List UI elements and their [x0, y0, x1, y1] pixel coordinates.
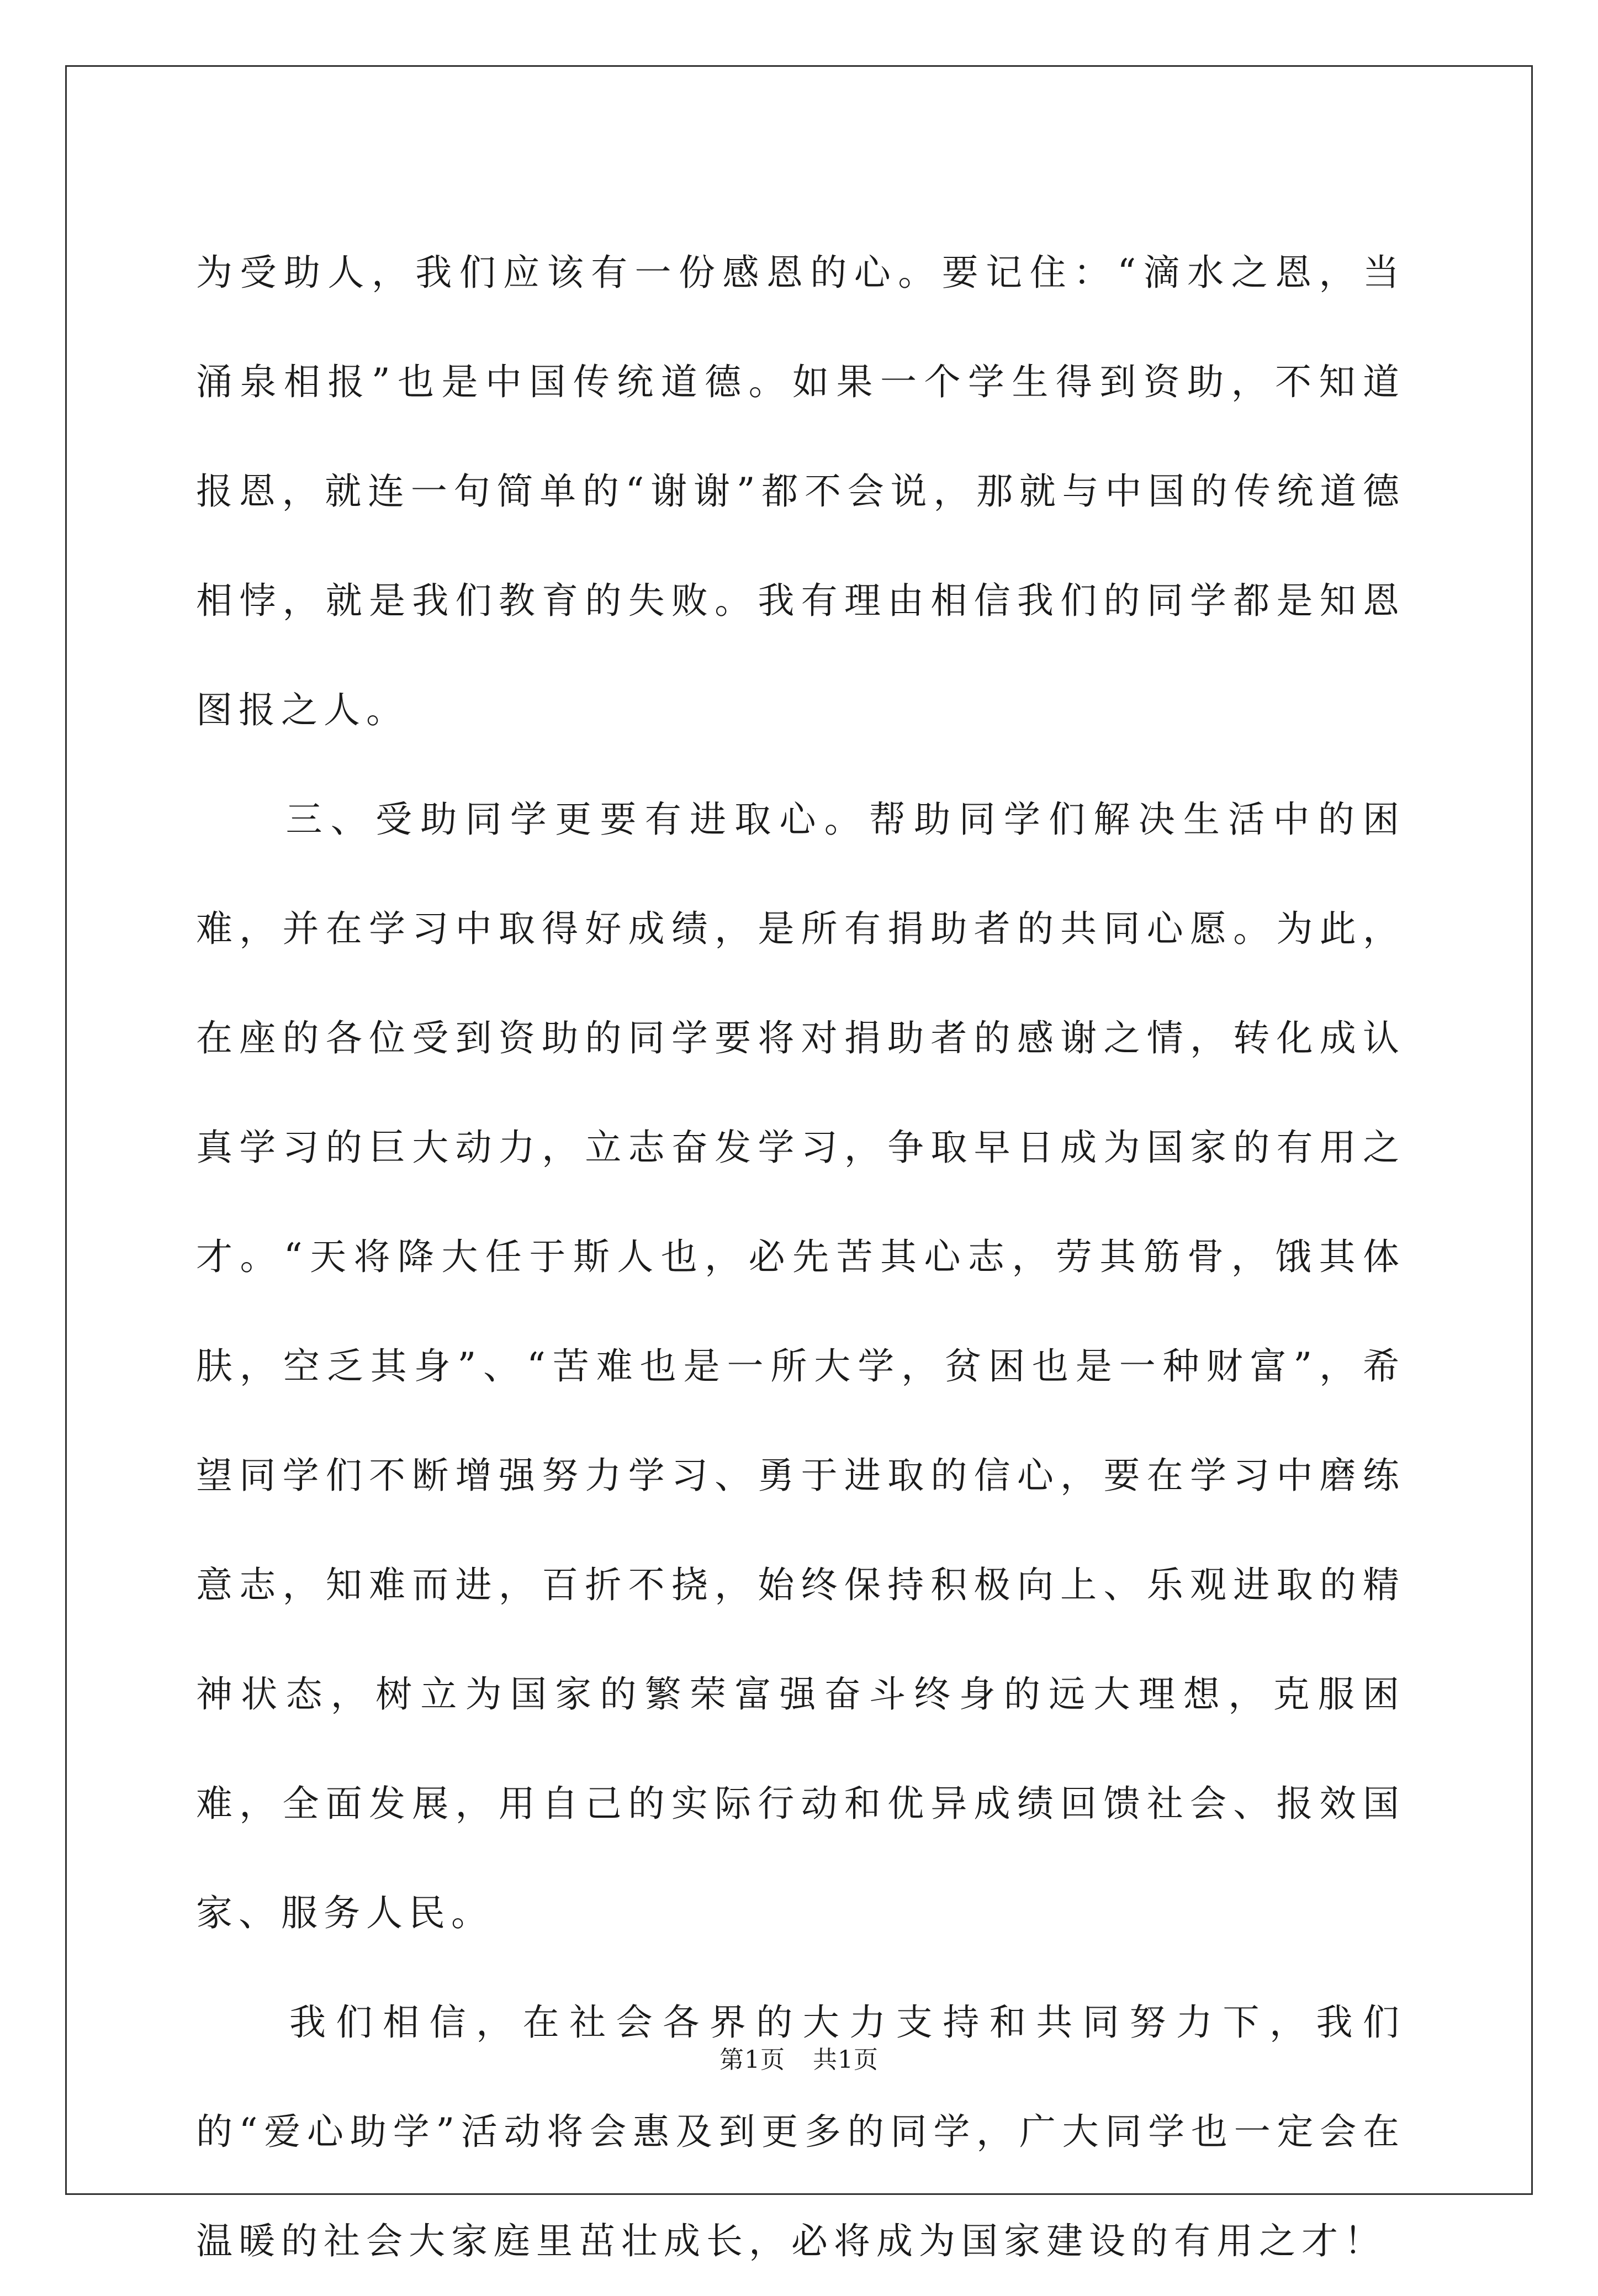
paragraph-3: 我们相信，在社会各界的大力支持和共同努力下，我们的“爱心助学”活动将会惠及到更多的同学，广大同学也一定会在温暖的社会大家庭里茁壮成长，必将成为国家建设的有用之才！	[196, 2001, 1405, 2262]
paragraph-2: 三、受助同学更要有进取心。帮助同学们解决生活中的困难，并在学习中取得好成绩，是所有捐助者的共同心愿。为此，在座的各位受到资助的同学要将对捐助者的感谢之情，转化成认真学习的巨大动力，立志奋发学习，争取早日成为国家的有用之才。“天将降大任于斯人也，必先苦其心志，劳其筋骨，饿其体肤，空乏其身”、“苦难也是一所大学，贫困也是一种财富”，希望同学们不断增强努力学习、勇于进取的信心，要在学习中磨练意志，知难而进，百折不挠，始终保持积极向上、乐观进取的精神状态，树立为国家的繁荣富强奋斗终身的远大理想，克服困难，全面发展，用自己的实际行动和优异成绩回馈社会、报效国家、服务人民。	[196, 798, 1405, 1934]
paragraph-1: 为受助人，我们应该有一份感恩的心。要记住：“滴水之恩，当涌泉相报”也是中国传统道德。如果一个学生得到资助，不知道报恩，就连一句简单的“谢谢”都不会说，那就与中国的传统道德相悖，就是我们教育的失败。我有理由相信我们的同学都是知恩图报之人。	[196, 251, 1405, 731]
page-total: 共1页	[813, 2046, 879, 2074]
document-body	[196, 218, 1405, 2296]
page-number: 第1页	[719, 2046, 785, 2074]
page-footer	[0, 2044, 1598, 2077]
